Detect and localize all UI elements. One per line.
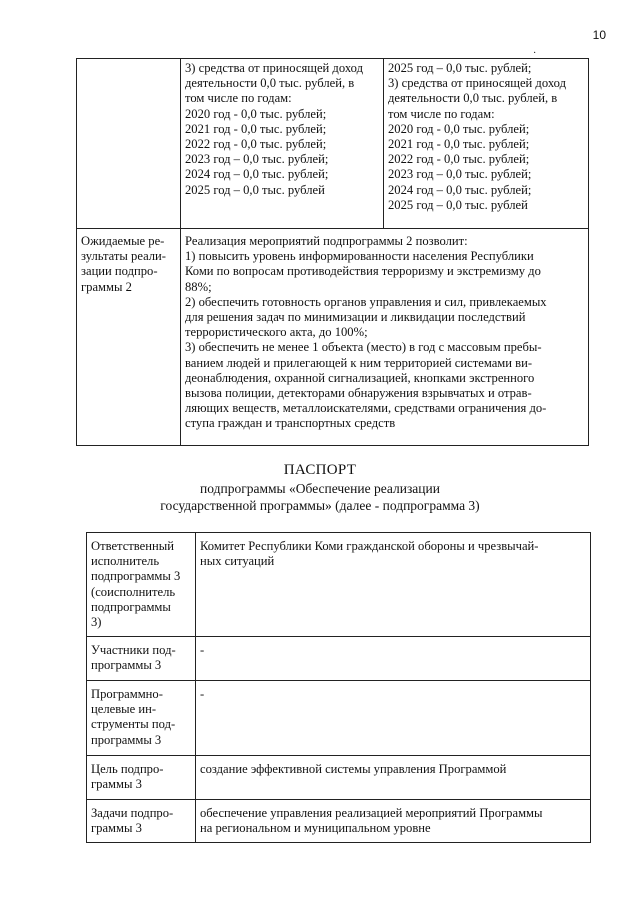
responsible-executor-value: [196, 533, 591, 637]
text-line: деонаблюдения, охранной сигнализацией, кнопками экстренного: [185, 370, 535, 385]
table-row: [77, 59, 589, 229]
text-line: ляющих веществ, металлоискателями, средствами ограничения до-: [185, 401, 547, 416]
text-line: струменты под-: [91, 717, 176, 732]
table-row: [77, 229, 589, 446]
text-line: 2021 год - 0,0 тыс. рублей;: [185, 121, 327, 136]
text-line: для решения задач по минимизации и ликвидации последствий: [185, 310, 526, 325]
text-line: подпрограммы 3: [91, 569, 181, 584]
text-line: Программно-: [91, 687, 163, 701]
text-line: Задачи подпро-: [91, 806, 174, 820]
table-row: [87, 533, 591, 637]
text-line: 3) обеспечить не менее 1 объекта (место) в год с массовым пребы-: [185, 340, 542, 355]
text-line: Коми по вопросам противодействия терроризму и экстремизму до: [185, 264, 541, 279]
text-line: 2) обеспечить готовность органов управления и сил, привлекаемых: [185, 294, 547, 309]
table-row: [87, 681, 591, 756]
table-row: [87, 800, 591, 843]
text-line: целевые ин-: [91, 702, 157, 717]
table-row: [87, 637, 591, 681]
text-line: Цель подпро-: [91, 762, 164, 776]
text-line: 2025 год – 0,0 тыс. рублей: [388, 197, 528, 212]
text-line: -: [200, 687, 205, 701]
margin-mark: ·: [533, 48, 537, 59]
text-line: зультаты реали-: [81, 249, 166, 264]
passport-table: [86, 532, 591, 843]
expected-results-label: [77, 229, 181, 446]
tasks-label: [87, 800, 196, 843]
text-line: Ответственный: [91, 539, 174, 553]
text-line: Реализация мероприятий подпрограммы 2 позволит:: [185, 234, 468, 248]
text-line: 2021 год - 0,0 тыс. рублей;: [388, 137, 530, 152]
program-tools-value: [196, 681, 591, 756]
text-line: создание эффективной системы управления Программой: [200, 762, 507, 776]
program-tools-label: [87, 681, 196, 756]
text-line: на региональном и муниципальном уровне: [200, 821, 431, 836]
table-row: [87, 756, 591, 800]
text-line: (соисполнитель: [91, 584, 176, 599]
text-line: 88%;: [185, 279, 212, 294]
text-line: граммы 2: [81, 279, 132, 294]
text-line: исполнитель: [91, 554, 160, 569]
text-line: террористического акта, до 100%;: [185, 325, 368, 340]
text-line: деятельности 0,0 тыс. рублей, в: [388, 91, 558, 106]
text-line: 2024 год – 0,0 тыс. рублей;: [388, 182, 532, 197]
text-line: ванием людей и прилегающей к ним территорией системами ви-: [185, 355, 533, 370]
text-line: зации подпро-: [81, 264, 158, 279]
text-line: подпрограммы: [91, 599, 171, 614]
text-line: том числе по годам:: [185, 91, 292, 106]
text-line: 2023 год – 0,0 тыс. рублей;: [185, 152, 329, 167]
text-line: 2025 год – 0,0 тыс. рублей;: [388, 61, 532, 75]
text-line: -: [200, 643, 205, 657]
passport-title: ПАСПОРТ: [283, 462, 357, 478]
text-line: ступа граждан и транспортных средств: [185, 416, 396, 431]
text-line: граммы 3: [91, 821, 142, 836]
participants-label: [87, 637, 196, 681]
text-line: 3) средства от приносящей доход: [185, 61, 363, 75]
passport-subtitle-line1: подпрограммы «Обеспечение реализации: [200, 481, 440, 496]
text-line: 2023 год – 0,0 тыс. рублей;: [388, 167, 532, 182]
text-line: 2022 год - 0,0 тыс. рублей;: [388, 152, 530, 167]
text-line: деятельности 0,0 тыс. рублей, в: [185, 76, 355, 91]
passport-subtitle-line2: государственной программы» (далее - подпрограмма 3): [160, 498, 480, 513]
text-line: том числе по годам:: [388, 106, 495, 121]
expected-results-content: [181, 229, 589, 446]
tasks-value: [196, 800, 591, 843]
text-line: 2022 год - 0,0 тыс. рублей;: [185, 137, 327, 152]
funding-cell-left: [181, 59, 384, 229]
text-line: вызова полиции, детекторами обнаружения взрывчатых и отрав-: [185, 386, 532, 401]
participants-value: [196, 637, 591, 681]
text-line: программы 3: [91, 658, 162, 673]
text-line: программы 3: [91, 732, 162, 747]
text-line: 3): [91, 615, 102, 630]
text-line: Участники под-: [91, 643, 176, 657]
text-line: граммы 3: [91, 777, 142, 792]
text-line: 2020 год - 0,0 тыс. рублей;: [388, 121, 530, 136]
goal-label: [87, 756, 196, 800]
text-line: 2025 год – 0,0 тыс. рублей: [185, 182, 325, 197]
text-line: Комитет Республики Коми гражданской обороны и чрезвычай-: [200, 539, 539, 553]
text-line: 2024 год – 0,0 тыс. рублей;: [185, 167, 329, 182]
funding-table: [76, 58, 589, 446]
empty-label-cell: [77, 59, 181, 229]
responsible-executor-label: [87, 533, 196, 637]
text-line: обеспечение управления реализацией мероприятий Программы: [200, 806, 543, 820]
text-line: ных ситуаций: [200, 554, 275, 569]
page-number: 10: [592, 28, 606, 42]
funding-cell-right: [384, 59, 589, 229]
text-line: 2020 год - 0,0 тыс. рублей;: [185, 106, 327, 121]
text-line: Ожидаемые ре-: [81, 234, 165, 248]
text-line: 3) средства от приносящей доход: [388, 76, 566, 91]
text-line: 1) повысить уровень информированности населения Республики: [185, 249, 534, 264]
goal-value: [196, 756, 591, 800]
